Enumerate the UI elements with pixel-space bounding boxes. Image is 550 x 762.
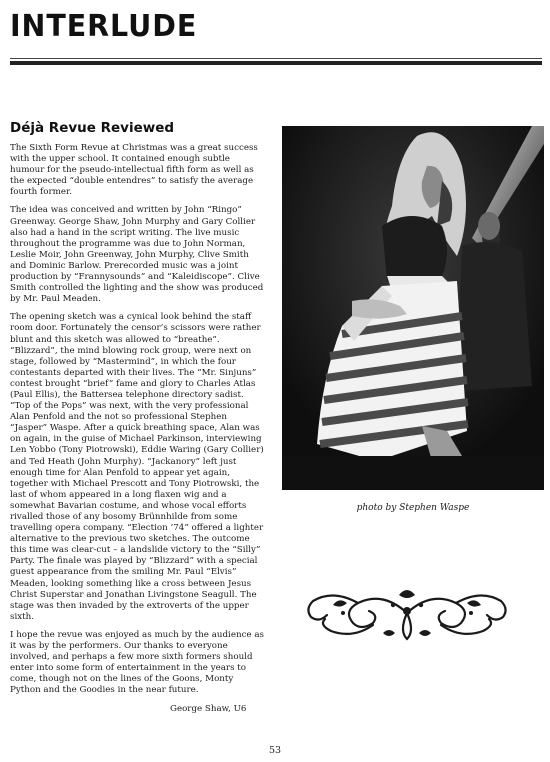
article-paragraph-1: The Sixth Form Revue at Christmas was a great success with the upper school. It contained enough subtle humour for the pseudo-intellectual fifth form as well as the expected “double entendres” to satisfy the average fourth former. — [10, 143, 258, 198]
article-paragraph-4: I hope the revue was enjoyed as much by the audience as it was by the performers. Our thanks to everyone involved, and perhaps a few more sixth formers should enter into some form of entertainment in the years to come, though not on the lines of the Goons, Monty Python and the Goodies in the near future. — [10, 629, 264, 696]
article-paragraph-3: The opening sketch was a cynical look behind the staff room door. Fortunately the censor’s scissors were rather blunt and this sketch was allowed to “breathe”. “Blizzard”, the mind blowing rock group, were next on stage, followed by “Mastermind”, in which the four contestants departed with their lives. The “Mr. Sinjuns” contest brought “brief” fame and glory to Charles Atlas (Paul Ellis), the Battersea telephone directory sadist. “Top of the Pops” was next, with the very professional Alan Penfold and the not so professional Stephen “Jasper” Waspe. After a quick breathing space, Alan was on again, in the guise of Michael Parkinson, interviewing Len Yobbo (Tony Piotrowski), Eddie Waring (Gary Collier) and Ted Heath (John Murphy). “Jackanory” left just enough time for Alan Penfold to appear yet again, together with Michael Prescott and Tony Piotrowski, the last of whom appeared in a long flaxen wig and a somewhat Bavarian costume, and whose vocal efforts rivalled those of any bosomy Brünnhilde from some travelling opera company. “Election ’74” offered a lighter alternative to the previous two sketches. The outcome this time was clear-cut – a landslide victory to the “Silly” Party. The finale was played by “Blizzard” with a special guest appearance from the smiling Mr. Paul “Elvis” Meaden, looking something like a cross between Jesus Christ Superstar and Jonathan Livingstone Seagull. The stage was then invaded by the extroverts of the upper sixth. — [10, 312, 264, 622]
header-rule-thick — [10, 61, 542, 65]
page-number: 53 — [268, 745, 282, 756]
header-rule-thin — [10, 58, 542, 59]
article-paragraph-2: The idea was conceived and written by John “Ringo” Greenway. George Shaw, John Murphy and Gary Collier also had a hand in the script writing. The live music throughout the programme was due to John Norman, Leslie Moir, John Greenway, John Murphy, Clive Smith and Dominic Barlow. Prerecorded music was a joint production by “Frannysounds” and “Kaleidiscope”. Clive Smith controlled the lighting and the show was produced by Mr. Paul Meaden. — [10, 205, 264, 305]
section-title: INTERLUDE — [10, 9, 198, 44]
decorative-ornament — [303, 583, 511, 643]
page-header — [10, 10, 207, 50]
article-title: Déjà Revue Reviewed — [10, 120, 175, 136]
article-byline: George Shaw, U6 — [170, 703, 247, 714]
article-column — [10, 120, 266, 715]
photo-caption: photo by Stephen Waspe — [356, 503, 470, 513]
stage-photo — [282, 126, 544, 490]
